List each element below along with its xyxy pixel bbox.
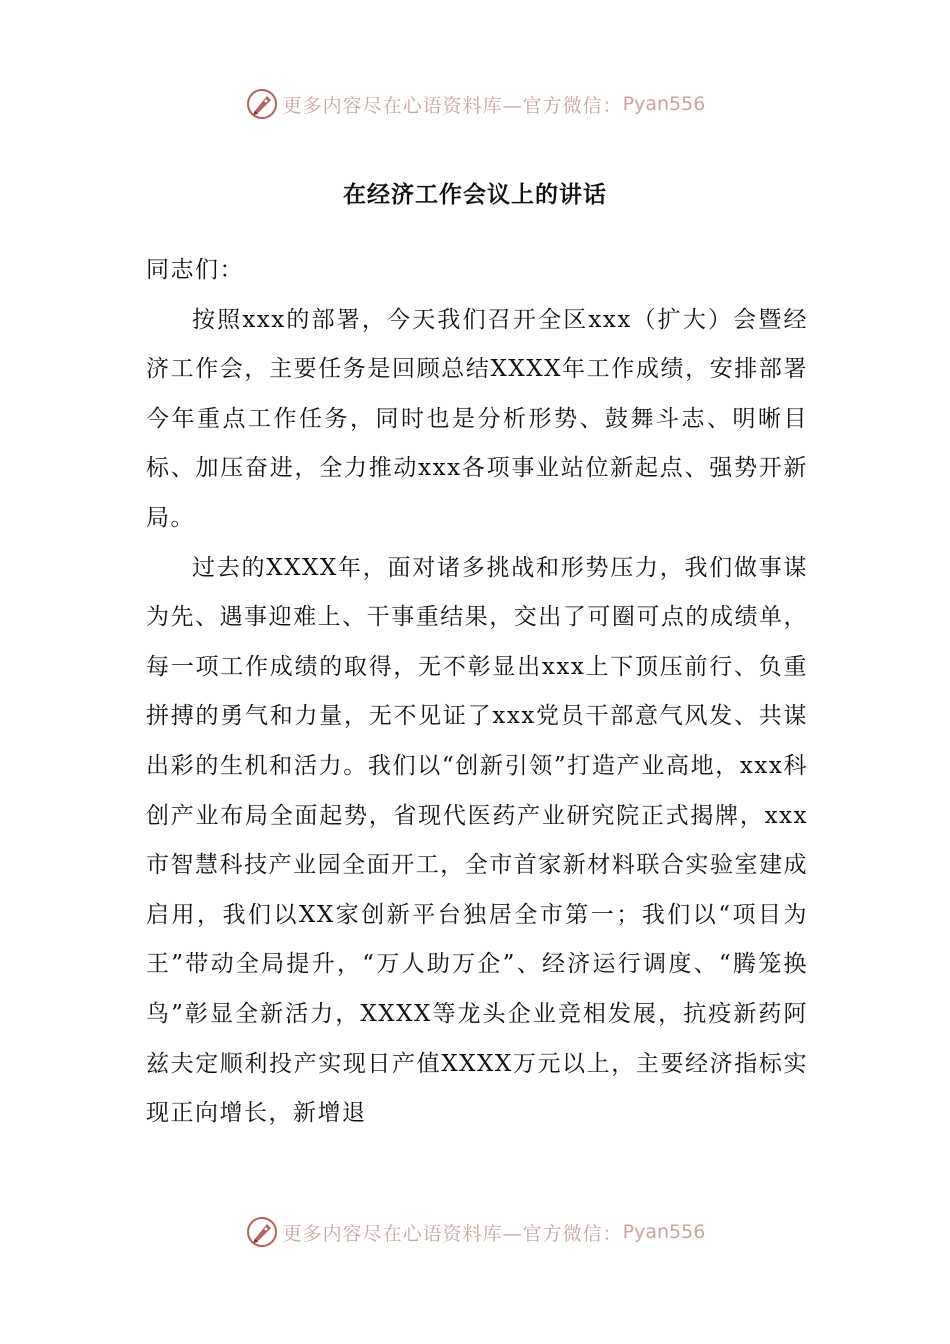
pen-nib-logo-icon: [245, 87, 279, 121]
banner-text: 更多内容尽在心语资料库—官方微信：: [282, 1222, 623, 1245]
header-banner: [0, 84, 950, 124]
paragraph-1: 按照xxx的部署，今天我们召开全区xxx（扩大）会暨经济工作会，主要任务是回顾总结XXXX年工作成绩，安排部署今年重点工作任务，同时也是分析形势、鼓舞斗志、明晰目标、加压奋进，全力推动xxx各项事业站位新起点、强势开新局。: [146, 306, 808, 531]
document-title: 在经济工作会议上的讲话: [343, 181, 607, 208]
footer-banner: [0, 1212, 950, 1252]
banner-wechat-id: Pyan556: [622, 1221, 706, 1243]
banner-text: 更多内容尽在心语资料库—官方微信：: [282, 94, 623, 117]
paragraph-2: 过去的XXXX年，面对诸多挑战和形势压力，我们做事谋为先、遇事迎难上、干事重结果，交出了可圈可点的成绩单，每一项工作成绩的取得，无不彰显出xxx上下顶压前行、负重拼搏的勇气和力量，无不见证了xxx党员干部意气风发、共谋出彩的生机和活力。我们以“创新引领”打造产业高地，xxx科创产业布局全面起势，省现代医药产业研究院正式揭牌，xxx市智慧科技产业园全面开工，全市首家新材料联合实验室建成启用，我们以XX家创新平台独居全市第一；我们以“项目为王”带动全局提升，“万人助万企”、经济运行调度、“腾笼换鸟”彰显全新活力，XXXX等龙头企业竞相发展，抗疫新药阿兹夫定顺利投产实现日产值XXXX万元以上，主要经济指标实现正向增长，新增退: [146, 554, 808, 1127]
document-body: [146, 246, 808, 1139]
salutation: 同志们：: [146, 257, 244, 283]
banner-wechat-id: Pyan556: [622, 93, 706, 115]
pen-nib-logo-icon: [245, 1215, 279, 1249]
